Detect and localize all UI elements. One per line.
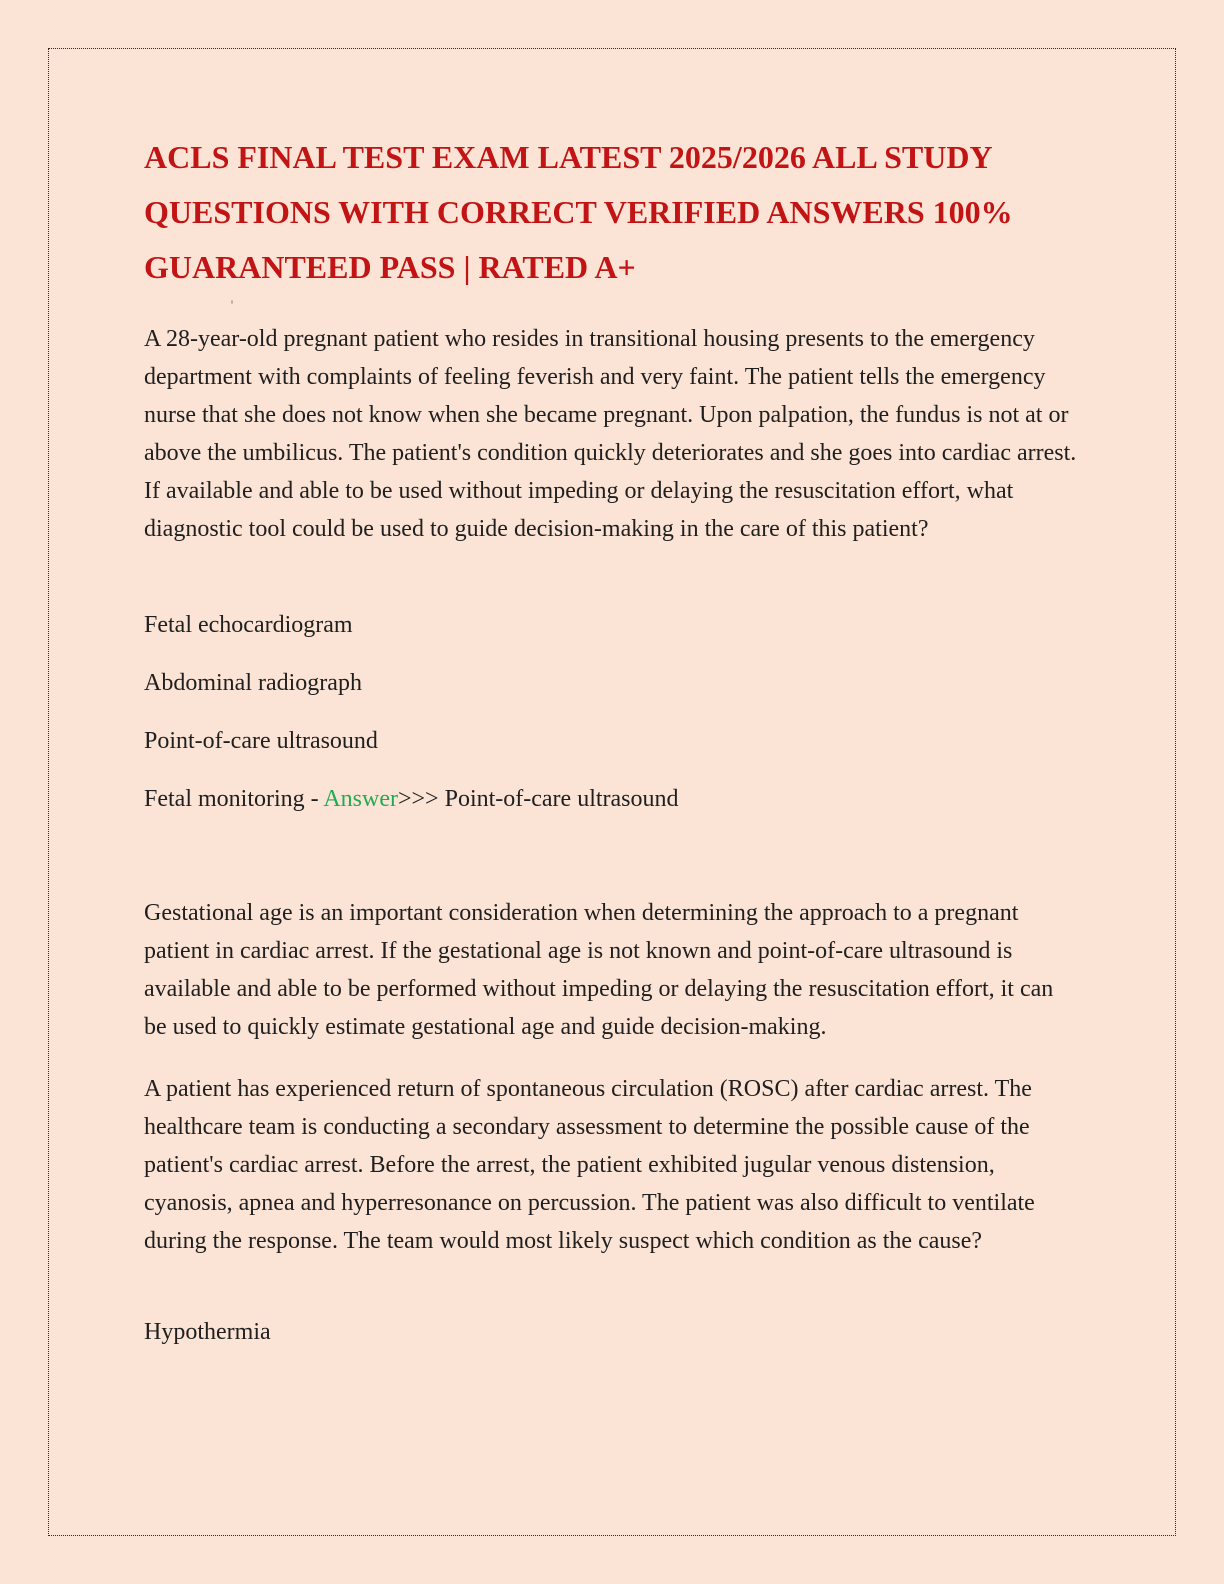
question1-option-4-with-answer <box>144 780 1080 818</box>
document-content <box>144 0 1083 1351</box>
document-title: ACLS FINAL TEST EXAM LATEST 2025/2026 ALL STUDY QUESTIONS WITH CORRECT VERIFIED ANSWERS 100% GUARANTEED PASS | RATED A+ <box>144 139 1013 285</box>
question1-option-3: Point-of-care ultrasound <box>144 728 378 754</box>
question1-explanation: Gestational age is an important consideration when determining the approach to a pregnant patient in cardiac arrest. If the gestational age is not known and point-of-care ultrasound is available and able to be performed without impeding or delaying the resuscitation effort, it can be used to quickly estimate gestational age and guide decision-making. <box>144 900 1060 1040</box>
question1-option-1: Fetal echocardiogram <box>144 612 353 638</box>
answer-arrows: >>> <box>397 786 445 812</box>
answer-keyword: Answer <box>323 786 398 812</box>
question2-prompt: A patient has experienced return of spontaneous circulation (ROSC) after cardiac arrest. The healthcare team is conducting a secondary assessment to determine the possible cause of the patient's cardiac arrest. Before the arrest, the patient exhibited jugular venous distension, cyanosis, apnea and hyperresonance on percussion. The patient was also difficult to ventilate during the response. The team would most likely suspect which condition as the cause? <box>144 1076 1041 1254</box>
question1-correct-answer: Point-of-care ultrasound <box>444 786 679 812</box>
question1-prompt: A 28-year-old pregnant patient who resides in transitional housing presents to the emergency department with complaints of feeling feverish and very faint. The patient tells the emergency nurse that she does not know when she became pregnant. Upon palpation, the fundus is not at or above the umbilicus. The patient's condition quickly deteriorates and she goes into cardiac arrest. If available and able to be used without impeding or delaying the resuscitation effort, what diagnostic tool could be used to guide decision-making in the care of this patient? <box>144 326 1083 542</box>
question1-option-4-label: Fetal monitoring - <box>144 786 324 812</box>
question2-option-1: Hypothermia <box>144 1319 271 1345</box>
question1-option-2: Abdominal radiograph <box>144 670 362 696</box>
